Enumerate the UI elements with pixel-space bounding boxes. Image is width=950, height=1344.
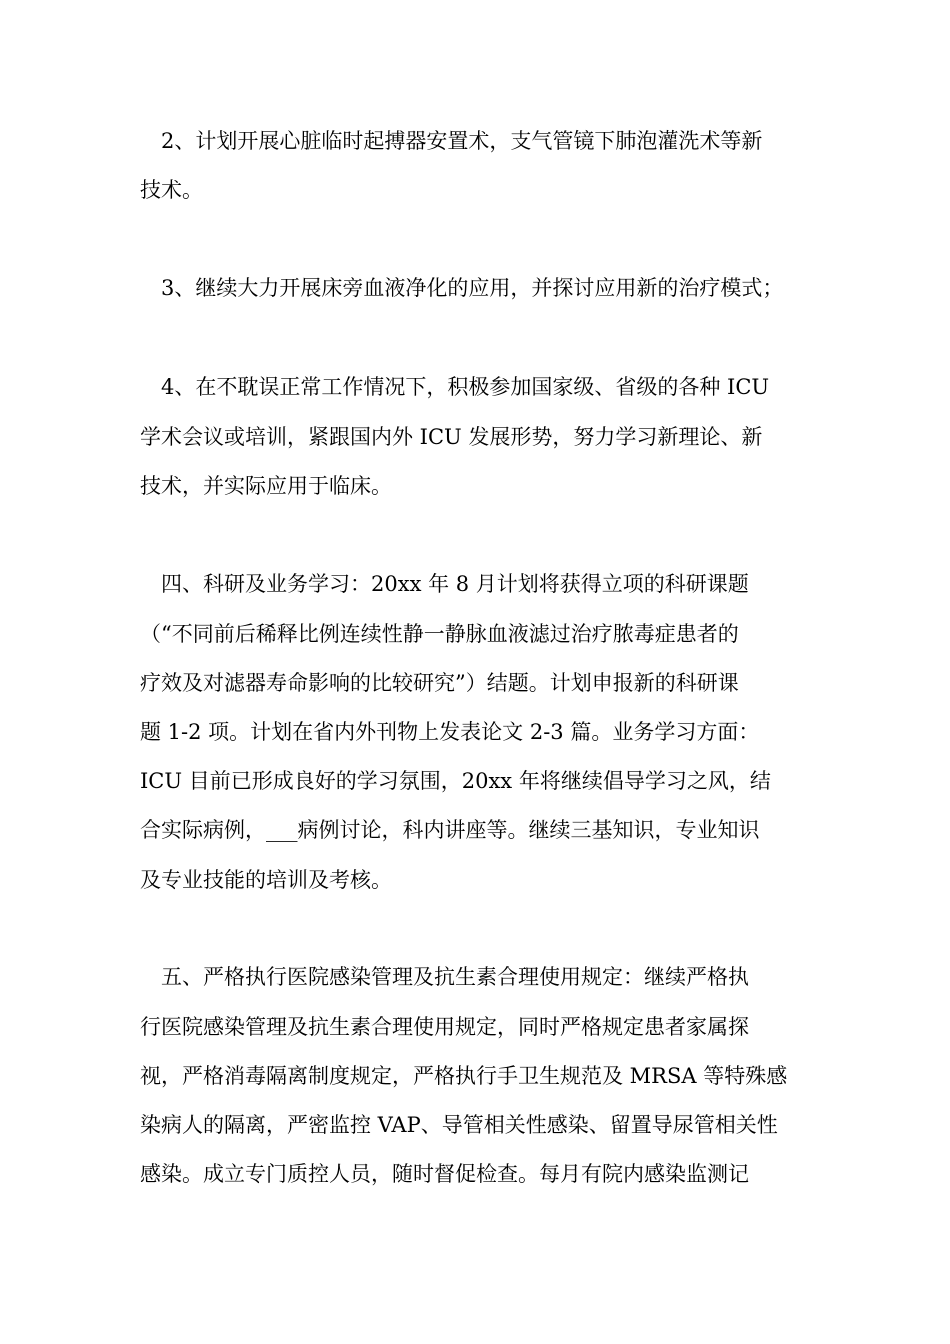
text-line: 视，严格消毒隔离制度规定，严格执行手卫生规范及 MRSA 等特殊感	[140, 1064, 788, 1088]
text-line: 疗效及对滤器寿命影响的比较研究”）结题。计划申报新的科研课	[140, 671, 739, 695]
text-line: 4、在不耽误正常工作情况下，积极参加国家级、省级的各种 ICU	[140, 375, 770, 399]
text-line: 学术会议或培训，紧跟国内外 ICU 发展形势，努力学习新理论、新	[140, 425, 763, 449]
text-line: ICU 目前已形成良好的学习氛围，20xx 年将继续倡导学习之风，结	[140, 769, 771, 793]
text-line: 五、严格执行医院感染管理及抗生素合理使用规定：继续严格执	[140, 965, 749, 989]
text-line: 3、继续大力开展床旁血液净化的应用，并探讨应用新的治疗模式；	[140, 276, 784, 300]
text-line: 及专业技能的培训及考核。	[140, 868, 392, 892]
text-line: 题 1-2 项。计划在省内外刊物上发表论文 2-3 篇。业务学习方面：	[140, 720, 760, 744]
text-line: 技术，并实际应用于临床。	[140, 474, 392, 498]
text-line: 四、科研及业务学习：20xx 年 8 月计划将获得立项的科研课题	[140, 572, 749, 596]
text-line: 合实际病例，___病例讨论，科内讲座等。继续三基知识，专业知识	[140, 818, 760, 842]
text-line: 感染。成立专门质控人员，随时督促检查。每月有院内感染监测记	[140, 1162, 749, 1186]
text-line: 行医院感染管理及抗生素合理使用规定，同时严格规定患者家属探	[140, 1015, 749, 1039]
text-line: 染病人的隔离，严密监控 VAP、导管相关性感染、留置导尿管相关性	[140, 1113, 778, 1137]
text-line: 2、计划开展心脏临时起搏器安置术，支气管镜下肺泡灌洗术等新	[140, 129, 763, 153]
text-line: 技术。	[140, 178, 203, 202]
text-line: （“不同前后稀释比例连续性静一静脉血液滤过治疗脓毒症患者的	[140, 622, 739, 646]
